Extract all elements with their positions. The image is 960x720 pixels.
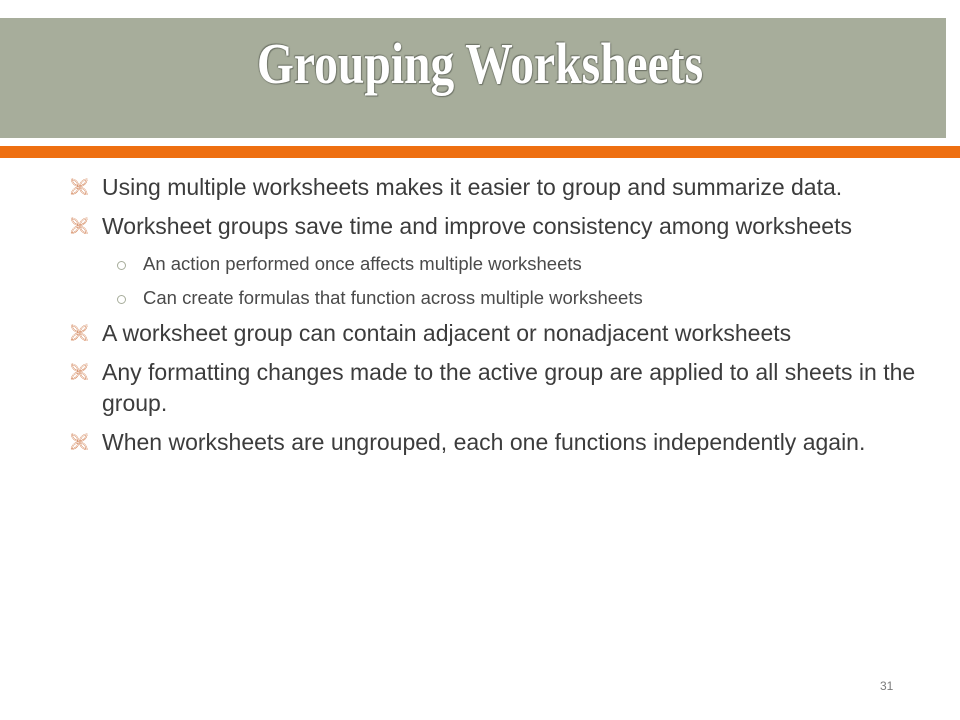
bullet-text: When worksheets are ungrouped, each one functions independently again. [102,429,866,455]
loop-bullet-icon: 🙨 [70,177,89,197]
sub-bullet-item [70,250,930,277]
bullet-item [70,357,930,419]
sub-bullet-item [70,284,930,311]
loop-bullet-icon: 🙨 [70,323,89,343]
bullet-item [70,318,930,349]
page-number: 31 [880,679,894,693]
loop-bullet-icon: 🙨 [70,362,89,382]
bullet-list [70,172,930,466]
sub-bullet-text: An action performed once affects multiple worksheets [143,253,582,274]
bullet-text: Using multiple worksheets makes it easier to group and summarize data. [102,174,843,200]
loop-bullet-icon: 🙨 [70,216,89,236]
bullet-item [70,211,930,242]
circle-bullet-icon [117,295,126,304]
bullet-item [70,427,930,458]
slide-title: Grouping Worksheets [256,31,704,96]
bullet-text: Worksheet groups save time and improve consistency among worksheets [102,213,852,239]
sub-bullet-text: Can create formulas that function across multiple worksheets [143,287,643,308]
bullet-item [70,172,930,203]
accent-bar [0,146,960,158]
bullet-text: A worksheet group can contain adjacent or nonadjacent worksheets [102,320,792,346]
circle-bullet-icon [117,261,126,270]
loop-bullet-icon: 🙨 [70,432,89,452]
bullet-text: Any formatting changes made to the active group are applied to all sheets in the group. [102,359,916,416]
